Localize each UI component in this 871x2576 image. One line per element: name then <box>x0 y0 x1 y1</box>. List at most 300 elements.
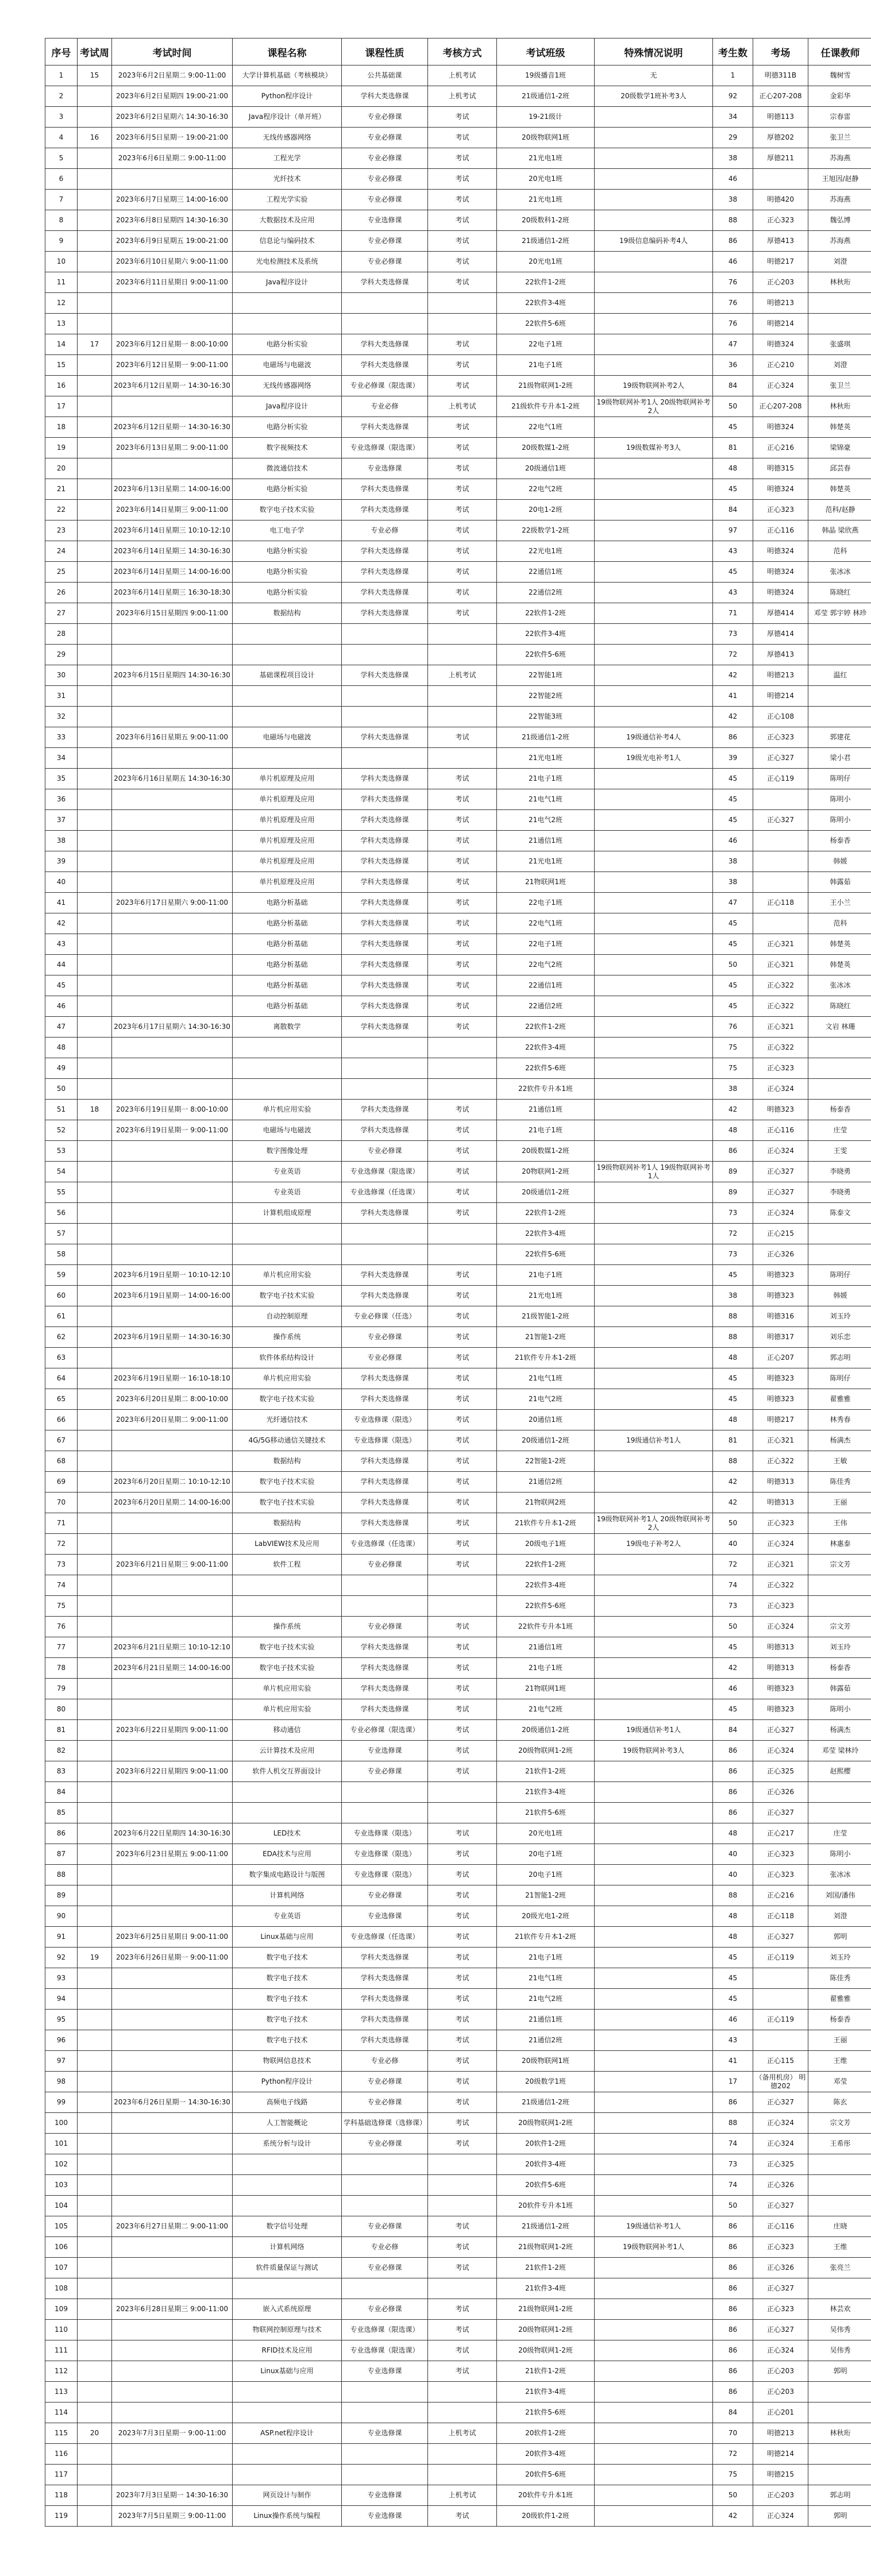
student-count-cell: 50 <box>713 2485 753 2506</box>
course-nature-cell: 专业必修课 <box>342 2134 428 2154</box>
exam-time-cell: 2023年6月14日星期三 16:30-18:30 <box>112 583 233 603</box>
special-note-cell <box>595 1327 713 1348</box>
course-name-cell: Python程序设计 <box>233 86 342 107</box>
exam-class-cell: 22软件5-6班 <box>497 1596 595 1617</box>
student-count-cell: 38 <box>713 1286 753 1306</box>
course-name-cell: 数据结构 <box>233 1513 342 1534</box>
exam-week-cell <box>78 975 112 996</box>
exam-time-cell: 2023年6月19日星期一 10:10-12:10 <box>112 1265 233 1286</box>
row-number-cell: 15 <box>45 355 78 376</box>
table-row <box>45 748 871 769</box>
exam-time-cell: 2023年6月17日星期六 14:30-16:30 <box>112 1017 233 1038</box>
exam-class-cell: 21物联网1班 <box>497 1679 595 1699</box>
exam-class-cell: 21电子1班 <box>497 1265 595 1286</box>
exam-method-cell: 考试 <box>428 1844 497 1865</box>
teacher-cell: 吴伟秀 <box>808 2320 871 2340</box>
special-note-cell <box>595 2030 713 2051</box>
table-row <box>45 996 871 1017</box>
exam-week-cell <box>78 1699 112 1720</box>
row-number-cell: 107 <box>45 2258 78 2278</box>
row-number-cell: 95 <box>45 2010 78 2030</box>
teacher-cell <box>808 686 871 707</box>
table-row <box>45 1596 871 1617</box>
course-name-cell: Python程序设计 <box>233 2072 342 2092</box>
row-number-cell: 44 <box>45 955 78 975</box>
exam-time-cell <box>112 686 233 707</box>
course-name-cell: Java程序设计 <box>233 272 342 293</box>
exam-class-cell: 22电气1班 <box>497 913 595 934</box>
course-name-cell: 数据结构 <box>233 1451 342 1472</box>
exam-time-cell <box>112 913 233 934</box>
row-number-cell: 21 <box>45 479 78 500</box>
student-count-cell: 45 <box>713 479 753 500</box>
course-nature-cell: 学科大类选修课 <box>342 1472 428 1493</box>
course-name-cell: 数字电子技术实验 <box>233 1286 342 1306</box>
exam-week-cell <box>78 1782 112 1803</box>
course-name-cell: 电磁场与电磁波 <box>233 727 342 748</box>
student-count-cell: 89 <box>713 1162 753 1182</box>
teacher-cell: 陈明小 <box>808 789 871 810</box>
table-row <box>45 645 871 665</box>
course-nature-cell: 专业必修课 <box>342 1555 428 1575</box>
exam-time-cell: 2023年6月5日星期一 19:00-21:00 <box>112 128 233 148</box>
course-nature-cell: 学科大类选修课 <box>342 913 428 934</box>
special-note-cell <box>595 913 713 934</box>
course-nature-cell: 学科大类选修课 <box>342 541 428 562</box>
course-nature-cell: 专业必修课 <box>342 1348 428 1368</box>
special-note-cell <box>595 934 713 955</box>
exam-room-cell: 厚德413 <box>753 645 808 665</box>
exam-week-cell <box>78 1927 112 1948</box>
exam-class-cell: 20级数学1班 <box>497 2072 595 2092</box>
student-count-cell: 42 <box>713 707 753 727</box>
row-number-cell: 72 <box>45 1534 78 1555</box>
teacher-cell: 韩楚英 <box>808 955 871 975</box>
student-count-cell: 72 <box>713 1224 753 1244</box>
exam-room-cell: 明德324 <box>753 334 808 355</box>
student-count-cell: 38 <box>713 1079 753 1100</box>
table-row <box>45 893 871 913</box>
course-nature-cell: 专业选修课（任选课） <box>342 1534 428 1555</box>
teacher-cell: 张亮兰 <box>808 2258 871 2278</box>
course-nature-cell: 专业必修课 <box>342 1617 428 1637</box>
special-note-cell <box>595 2340 713 2361</box>
course-nature-cell: 专业必修课 <box>342 148 428 169</box>
exam-class-cell: 22智能1班 <box>497 665 595 686</box>
exam-method-cell: 考试 <box>428 996 497 1017</box>
exam-time-cell: 2023年6月16日星期五 14:30-16:30 <box>112 769 233 789</box>
exam-week-cell <box>78 2175 112 2196</box>
course-name-cell <box>233 314 342 334</box>
row-number-cell: 20 <box>45 458 78 479</box>
teacher-cell <box>808 2175 871 2196</box>
student-count-cell: 73 <box>713 1203 753 1224</box>
table-row <box>45 1017 871 1038</box>
table-row <box>45 2134 871 2154</box>
exam-room-cell: 正心327 <box>753 2196 808 2216</box>
student-count-cell: 41 <box>713 686 753 707</box>
exam-method-cell: 考试 <box>428 1306 497 1327</box>
student-count-cell: 45 <box>713 913 753 934</box>
table-row <box>45 975 871 996</box>
exam-time-cell: 2023年6月27日星期二 9:00-11:00 <box>112 2216 233 2237</box>
teacher-cell: 林秋珩 <box>808 272 871 293</box>
exam-room-cell: 正心323 <box>753 1844 808 1865</box>
row-number-cell: 87 <box>45 1844 78 1865</box>
course-name-cell: Linux基础与应用 <box>233 1927 342 1948</box>
course-name-cell: 网页设计与制作 <box>233 2485 342 2506</box>
course-name-cell <box>233 2154 342 2175</box>
exam-time-cell: 2023年6月19日星期一 9:00-11:00 <box>112 1120 233 1141</box>
course-nature-cell: 学科大类选修课 <box>342 1968 428 1989</box>
course-name-cell <box>233 1803 342 1823</box>
course-name-cell: 计算机网络 <box>233 2237 342 2258</box>
exam-time-cell: 2023年7月5日星期三 9:00-11:00 <box>112 2506 233 2527</box>
course-nature-cell: 学科大类选修课 <box>342 479 428 500</box>
exam-time-cell <box>112 2175 233 2196</box>
exam-time-cell: 2023年6月2日星期六 14:30-16:30 <box>112 107 233 128</box>
exam-class-cell: 21电气1班 <box>497 1368 595 1389</box>
teacher-cell: 郭明 <box>808 2361 871 2382</box>
row-number-cell: 6 <box>45 169 78 190</box>
exam-room-cell: 明德313 <box>753 1637 808 1658</box>
exam-week-cell <box>78 2072 112 2092</box>
exam-class-cell: 20软件5-6班 <box>497 2465 595 2485</box>
row-number-cell: 41 <box>45 893 78 913</box>
row-number-cell: 12 <box>45 293 78 314</box>
exam-room-cell: 正心323 <box>753 210 808 231</box>
special-note-cell <box>595 1203 713 1224</box>
special-note-cell: 19级电子补考2人 <box>595 1534 713 1555</box>
table-row <box>45 1058 871 1079</box>
exam-week-cell <box>78 1823 112 1844</box>
exam-week-cell <box>78 1513 112 1534</box>
exam-room-cell: 明德316 <box>753 1306 808 1327</box>
course-nature-cell: 专业必修课（任选） <box>342 1306 428 1327</box>
exam-room-cell: 正心325 <box>753 2154 808 2175</box>
exam-week-cell <box>78 107 112 128</box>
table-row <box>45 2278 871 2299</box>
exam-week-cell <box>78 2444 112 2465</box>
exam-week-cell <box>78 1617 112 1637</box>
table-row <box>45 1513 871 1534</box>
exam-time-cell: 2023年6月20日星期二 8:00-10:00 <box>112 1389 233 1410</box>
exam-method-cell: 考试 <box>428 2216 497 2237</box>
exam-method-cell: 考试 <box>428 417 497 438</box>
exam-time-cell <box>112 1968 233 1989</box>
teacher-cell: 庄晓 <box>808 2216 871 2237</box>
exam-class-cell: 22软件3-4班 <box>497 1224 595 1244</box>
exam-week-cell <box>78 810 112 831</box>
header-cell: 任课教师 <box>808 38 871 65</box>
student-count-cell: 92 <box>713 86 753 107</box>
student-count-cell: 43 <box>713 541 753 562</box>
exam-week-cell <box>78 1844 112 1865</box>
exam-week-cell <box>78 148 112 169</box>
course-nature-cell: 学科大类选修课 <box>342 831 428 851</box>
course-name-cell <box>233 645 342 665</box>
student-count-cell: 45 <box>713 1948 753 1968</box>
exam-time-cell <box>112 2278 233 2299</box>
course-nature-cell: 专业选修课（限选） <box>342 1430 428 1451</box>
course-nature-cell: 专业必修课 <box>342 2258 428 2278</box>
exam-class-cell: 21光电1班 <box>497 190 595 210</box>
special-note-cell: 19级物联网补考3人 <box>595 1741 713 1761</box>
teacher-cell: 王小兰 <box>808 893 871 913</box>
student-count-cell: 39 <box>713 748 753 769</box>
table-row <box>45 1679 871 1699</box>
special-note-cell <box>595 975 713 996</box>
exam-room-cell: 正心323 <box>753 1596 808 1617</box>
exam-time-cell <box>112 2051 233 2072</box>
course-nature-cell: 学科大类选修课 <box>342 665 428 686</box>
exam-method-cell: 考试 <box>428 1617 497 1637</box>
row-number-cell: 67 <box>45 1430 78 1451</box>
exam-week-cell <box>78 2465 112 2485</box>
exam-time-cell <box>112 1513 233 1534</box>
special-note-cell: 19级光电补考1人 <box>595 748 713 769</box>
table-body <box>45 65 871 2527</box>
exam-time-cell <box>112 1430 233 1451</box>
exam-method-cell: 考试 <box>428 376 497 396</box>
exam-room-cell: 明德213 <box>753 2423 808 2444</box>
student-count-cell: 86 <box>713 2278 753 2299</box>
course-name-cell: 单片机原理及应用 <box>233 872 342 893</box>
exam-week-cell: 20 <box>78 2423 112 2444</box>
special-note-cell <box>595 2072 713 2092</box>
student-count-cell: 38 <box>713 851 753 872</box>
special-note-cell <box>595 1844 713 1865</box>
table-row <box>45 1348 871 1368</box>
course-name-cell <box>233 2444 342 2465</box>
exam-time-cell: 2023年6月23日星期五 9:00-11:00 <box>112 1844 233 1865</box>
teacher-cell: 刘国/潘伟 <box>808 1885 871 1906</box>
exam-room-cell: 正心322 <box>753 996 808 1017</box>
table-row <box>45 810 871 831</box>
special-note-cell <box>595 210 713 231</box>
course-name-cell: 4G/5G移动通信关键技术 <box>233 1430 342 1451</box>
student-count-cell: 72 <box>713 2444 753 2465</box>
exam-room-cell: 正心207 <box>753 1348 808 1368</box>
table-row <box>45 1079 871 1100</box>
exam-week-cell <box>78 1885 112 1906</box>
exam-week-cell <box>78 1058 112 1079</box>
exam-time-cell: 2023年6月26日星期一 9:00-11:00 <box>112 1948 233 1968</box>
row-number-cell: 24 <box>45 541 78 562</box>
special-note-cell <box>595 1244 713 1265</box>
row-number-cell: 27 <box>45 603 78 624</box>
exam-time-cell <box>112 2361 233 2382</box>
student-count-cell: 48 <box>713 1927 753 1948</box>
exam-room-cell: 明德315 <box>753 458 808 479</box>
exam-time-cell <box>112 996 233 1017</box>
exam-time-cell: 2023年6月19日星期一 16:10-18:10 <box>112 1368 233 1389</box>
row-number-cell: 3 <box>45 107 78 128</box>
exam-time-cell <box>112 1782 233 1803</box>
course-name-cell: 工程光学实验 <box>233 190 342 210</box>
teacher-cell: 苏海燕 <box>808 190 871 210</box>
exam-week-cell <box>78 1038 112 1058</box>
student-count-cell: 42 <box>713 1472 753 1493</box>
table-row <box>45 1968 871 1989</box>
table-row <box>45 2051 871 2072</box>
teacher-cell <box>808 1244 871 1265</box>
table-row <box>45 2154 871 2175</box>
table-row <box>45 2299 871 2320</box>
special-note-cell <box>595 2092 713 2113</box>
exam-room-cell: 正心119 <box>753 1948 808 1968</box>
course-name-cell: 工程光学 <box>233 148 342 169</box>
row-number-cell: 63 <box>45 1348 78 1368</box>
row-number-cell: 88 <box>45 1865 78 1885</box>
course-nature-cell: 学科大类选修课 <box>342 603 428 624</box>
row-number-cell: 89 <box>45 1885 78 1906</box>
teacher-cell: 魏弘博 <box>808 210 871 231</box>
teacher-cell <box>808 1224 871 1244</box>
table-row <box>45 1038 871 1058</box>
table-row <box>45 769 871 789</box>
exam-week-cell <box>78 851 112 872</box>
course-nature-cell <box>342 1038 428 1058</box>
exam-room-cell: 明德217 <box>753 252 808 272</box>
exam-class-cell: 21电气2班 <box>497 1989 595 2010</box>
exam-room-cell: 正心118 <box>753 893 808 913</box>
exam-week-cell <box>78 1575 112 1596</box>
course-nature-cell: 专业选修课（限选） <box>342 1844 428 1865</box>
special-note-cell <box>595 893 713 913</box>
exam-class-cell: 21软件1-2班 <box>497 2361 595 2382</box>
exam-week-cell <box>78 1968 112 1989</box>
course-name-cell: 操作系统 <box>233 1617 342 1637</box>
course-name-cell: 软件体系结构设计 <box>233 1348 342 1368</box>
teacher-cell: 陈明小 <box>808 810 871 831</box>
exam-class-cell: 21电气2班 <box>497 1699 595 1720</box>
header-cell: 考核方式 <box>428 38 497 65</box>
teacher-cell: 李晓勇 <box>808 1182 871 1203</box>
exam-time-cell <box>112 1141 233 1162</box>
exam-week-cell <box>78 252 112 272</box>
exam-class-cell: 21软件5-6班 <box>497 2403 595 2423</box>
row-number-cell: 5 <box>45 148 78 169</box>
exam-time-cell <box>112 1906 233 1927</box>
exam-week-cell <box>78 893 112 913</box>
table-row <box>45 1327 871 1348</box>
exam-class-cell: 21软件专升本1-2班 <box>497 1927 595 1948</box>
student-count-cell: 73 <box>713 1596 753 1617</box>
exam-room-cell: 正心324 <box>753 376 808 396</box>
special-note-cell <box>595 686 713 707</box>
course-nature-cell: 专业必修课 <box>342 107 428 128</box>
course-name-cell: 电路分析实验 <box>233 417 342 438</box>
special-note-cell <box>595 851 713 872</box>
student-count-cell: 48 <box>713 1906 753 1927</box>
header-row <box>45 38 871 65</box>
special-note-cell <box>595 1555 713 1575</box>
student-count-cell: 81 <box>713 438 753 458</box>
special-note-cell <box>595 2134 713 2154</box>
exam-method-cell: 考试 <box>428 1865 497 1885</box>
student-count-cell: 50 <box>713 2196 753 2216</box>
exam-class-cell: 20光电1班 <box>497 169 595 190</box>
teacher-cell <box>808 2154 871 2175</box>
exam-class-cell: 22智能2班 <box>497 686 595 707</box>
student-count-cell: 72 <box>713 645 753 665</box>
table-row <box>45 107 871 128</box>
course-nature-cell: 学科大类选修课 <box>342 810 428 831</box>
exam-time-cell <box>112 2320 233 2340</box>
exam-time-cell: 2023年6月19日星期一 8:00-10:00 <box>112 1100 233 1120</box>
exam-time-cell <box>112 707 233 727</box>
table-row <box>45 1265 871 1286</box>
row-number-cell: 45 <box>45 975 78 996</box>
row-number-cell: 23 <box>45 520 78 541</box>
special-note-cell <box>595 1410 713 1430</box>
course-name-cell: 单片机应用实验 <box>233 1100 342 1120</box>
exam-time-cell <box>112 645 233 665</box>
exam-week-cell <box>78 831 112 851</box>
exam-room-cell: 正心203 <box>753 2382 808 2403</box>
special-note-cell <box>595 1079 713 1100</box>
exam-week-cell <box>78 2196 112 2216</box>
exam-time-cell <box>112 314 233 334</box>
table-row <box>45 1182 871 1203</box>
special-note-cell <box>595 272 713 293</box>
exam-method-cell: 考试 <box>428 1906 497 1927</box>
course-name-cell: 电路分析实验 <box>233 541 342 562</box>
exam-time-cell: 2023年7月3日星期一 14:30-16:30 <box>112 2485 233 2506</box>
course-nature-cell: 专业必修 <box>342 396 428 417</box>
course-name-cell: 移动通信 <box>233 1720 342 1741</box>
teacher-cell: 韩楚英 <box>808 479 871 500</box>
exam-week-cell <box>78 996 112 1017</box>
table-row <box>45 1741 871 1761</box>
student-count-cell: 88 <box>713 1885 753 1906</box>
header-cell: 考场 <box>753 38 808 65</box>
row-number-cell: 11 <box>45 272 78 293</box>
exam-time-cell <box>112 1451 233 1472</box>
special-note-cell <box>595 810 713 831</box>
exam-room-cell: 正心324 <box>753 1741 808 1761</box>
special-note-cell: 19级物联网补考1人 20级物联网补考2人 <box>595 396 713 417</box>
table-row <box>45 562 871 583</box>
student-count-cell: 45 <box>713 1637 753 1658</box>
exam-class-cell: 21电子1班 <box>497 769 595 789</box>
course-nature-cell: 学科大类选修课 <box>342 934 428 955</box>
row-number-cell: 85 <box>45 1803 78 1823</box>
exam-time-cell <box>112 934 233 955</box>
exam-method-cell: 考试 <box>428 128 497 148</box>
teacher-cell: 王丽 <box>808 1493 871 1513</box>
exam-time-cell <box>112 2113 233 2134</box>
exam-room-cell: 正心327 <box>753 1182 808 1203</box>
teacher-cell: 陈晓红 <box>808 996 871 1017</box>
table-row <box>45 2237 871 2258</box>
course-name-cell: 电工电子学 <box>233 520 342 541</box>
course-name-cell: 数字电子技术 <box>233 2010 342 2030</box>
exam-method-cell: 上机考试 <box>428 86 497 107</box>
special-note-cell <box>595 293 713 314</box>
table-row <box>45 2175 871 2196</box>
exam-class-cell: 22软件1-2班 <box>497 1555 595 1575</box>
exam-room-cell: 正心108 <box>753 707 808 727</box>
student-count-cell: 81 <box>713 1430 753 1451</box>
exam-method-cell <box>428 686 497 707</box>
exam-room-cell: 明德323 <box>753 1368 808 1389</box>
exam-room-cell: 正心326 <box>753 1244 808 1265</box>
exam-method-cell <box>428 1596 497 1617</box>
course-name-cell: 电路分析实验 <box>233 583 342 603</box>
special-note-cell <box>595 2196 713 2216</box>
